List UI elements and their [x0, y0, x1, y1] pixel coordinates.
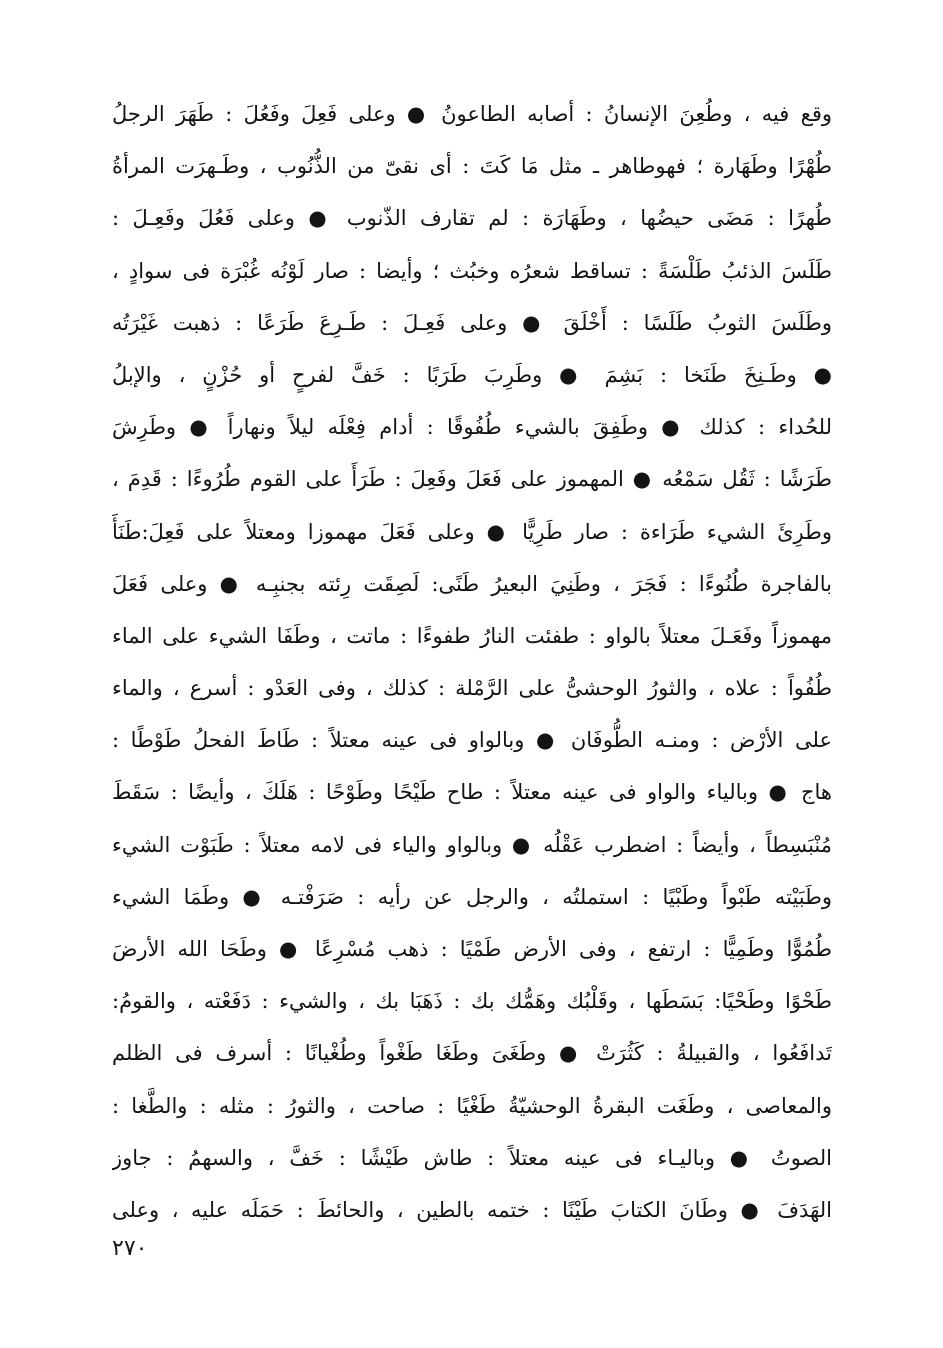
text-line-19: تَدافَعُوا ، والقبيلةُ : كَثُرَتْ ● وطَغَىَ وطَغَا طَغْواً وطُغْيانًا : أسرف فى الظلم: [112, 1041, 832, 1066]
text-line-20: والمعاصى ، وطَغَت البقرةُ الوحشيّةُ طَغْيًا : صاحت ، والثورُ : مثله : والطَّغا :: [112, 1093, 832, 1118]
page-number: ٢٧٠: [112, 1236, 148, 1261]
text-line-8: طَرَشًا : ثَقُل سَمْعُه ● المهموز على فَعَلَ وفَعِلَ : طَرَأَ على القوم طُرُوءًا : قَدِمَ ،: [112, 467, 832, 492]
text-line-5: وطَلَسَ الثوبُ طَلَسًا : أَخْلَقَ ● وعلى فَعِـلَ : طَـرِعَ طَرَعًا : ذهبت غَيْرَتُه: [112, 310, 832, 335]
text-line-10: بالفاجرة طُنُوءًا : فَجَرَ ، وطَنِيَ البعيرُ طَنًى: لَصِقَت رِئته بجنبِـه ● وعلى فَعَلَ: [112, 571, 832, 596]
text-line-17: طُمُوًّا وطَمِيًّا : ارتفع ، وفى الأرض طَمْيًا : ذهب مُسْرِعًا ● وطَحَا الله الأرضَ: [112, 937, 832, 961]
text-line-9: وطَرِئَ الشيء طَرَاءة : صار طَرِيًّا ● وعلى فَعَلَ مهموزا ومعتلاً على فَعِلَ:طَنَأَ: [112, 519, 832, 544]
text-line-11: مهموزاً وفَعَـلَ معتلاً بالواو : طفئت النارُ طفوءًا : ماتت ، وطَفَا الشيء على الماء: [112, 623, 832, 648]
text-line-21: الصوتُ ● وباليـاء فى عينه معتلاً : طاش طَيْشًا : خَفَّ ، والسهمُ : جاوز: [112, 1145, 832, 1170]
dictionary-text: [112, 88, 832, 1236]
text-line-4: طَلَسَ الذئبُ طَلْسَةً : تساقط شعرُه وخبُث ؛ وأيضا : صار لَوْنُه غُبْرَة فى سوادٍ ،: [112, 258, 832, 283]
text-line-6: ● وطَـنِخَ طَنَخا : بَشِمَ ● وطَرِبَ طَرَبًا : خَفَّ لفرحٍ أو حُزْنٍ ، والإبلُ: [112, 362, 832, 387]
text-line-3: طُهرًا : مَضَى حيضُها ، وطَهَارَة : لم تقارف الذّنوب ● وعلى فَعُلَ وفَعِـلَ :: [112, 206, 832, 231]
text-line-16: وطَبَيْته طَبْواً وطَبْيًا : استملتُه ، والرجل عن رأيه : صَرَفْتـه ● وطَمَا الشيء: [112, 884, 832, 909]
text-line-12: طُفُواً : علاه ، والثورُ الوحشىُّ على الرَّمْلة : كذلك ، وفى العَدْو : أسرع ، والماء: [112, 676, 832, 701]
text-line-13: على الأرْض : ومنـه الطُّوفَان ● وبالواو فى عينه معتلاً : طَاطَ الفحلُ طَوْطًا :: [112, 728, 832, 753]
text-line-1: وقع فيه ، وطُعِنَ الإنسانُ : أصابه الطاعونُ ● وعلى فَعِلَ وفَعُلَ : طَهَرَ الرجلُ: [112, 102, 832, 126]
text-line-14: هاج ● وبالياء والواو فى عينه معتلاً : طاح طَيْحًا وطَوْحًا : هَلَكَ ، وأيضًا : سَقَطَ: [112, 780, 832, 805]
text-line-2: طُهْرًا وطَهَارة ؛ فهوطاهر ـ مثل مَا كَتَ : أى نقىّ من الذُّنُوب ، وطَـهرَت المرأةُ: [112, 154, 832, 179]
text-line-18: طَحْوًا وطَحْيًا: بَسَطَها ، وقَلْبُك وهَمُّك بك : ذَهَبَا بك ، والشيء : دَفَعْته ، والقومُ:: [112, 989, 832, 1014]
text-line-7: للحُداء : كذلك ● وطَفِقَ بالشيء طُفُوقًا : أدام فِعْلَه ليلاً ونهاراً ● وطَرِشَ: [112, 415, 832, 440]
text-line-15: مُنْبَسِطاً ، وأيضاً : اضطرب عَقْلُه ● وبالواو والياء فى لامه معتلاً : طَبَوْت الشيء: [112, 832, 832, 857]
text-line-22: الهَدَفَ ● وطَانَ الكتابَ طَيْنًا : ختمه بالطين ، والحائطَ : حَمَلَه عليه ، وعلى: [112, 1197, 832, 1222]
